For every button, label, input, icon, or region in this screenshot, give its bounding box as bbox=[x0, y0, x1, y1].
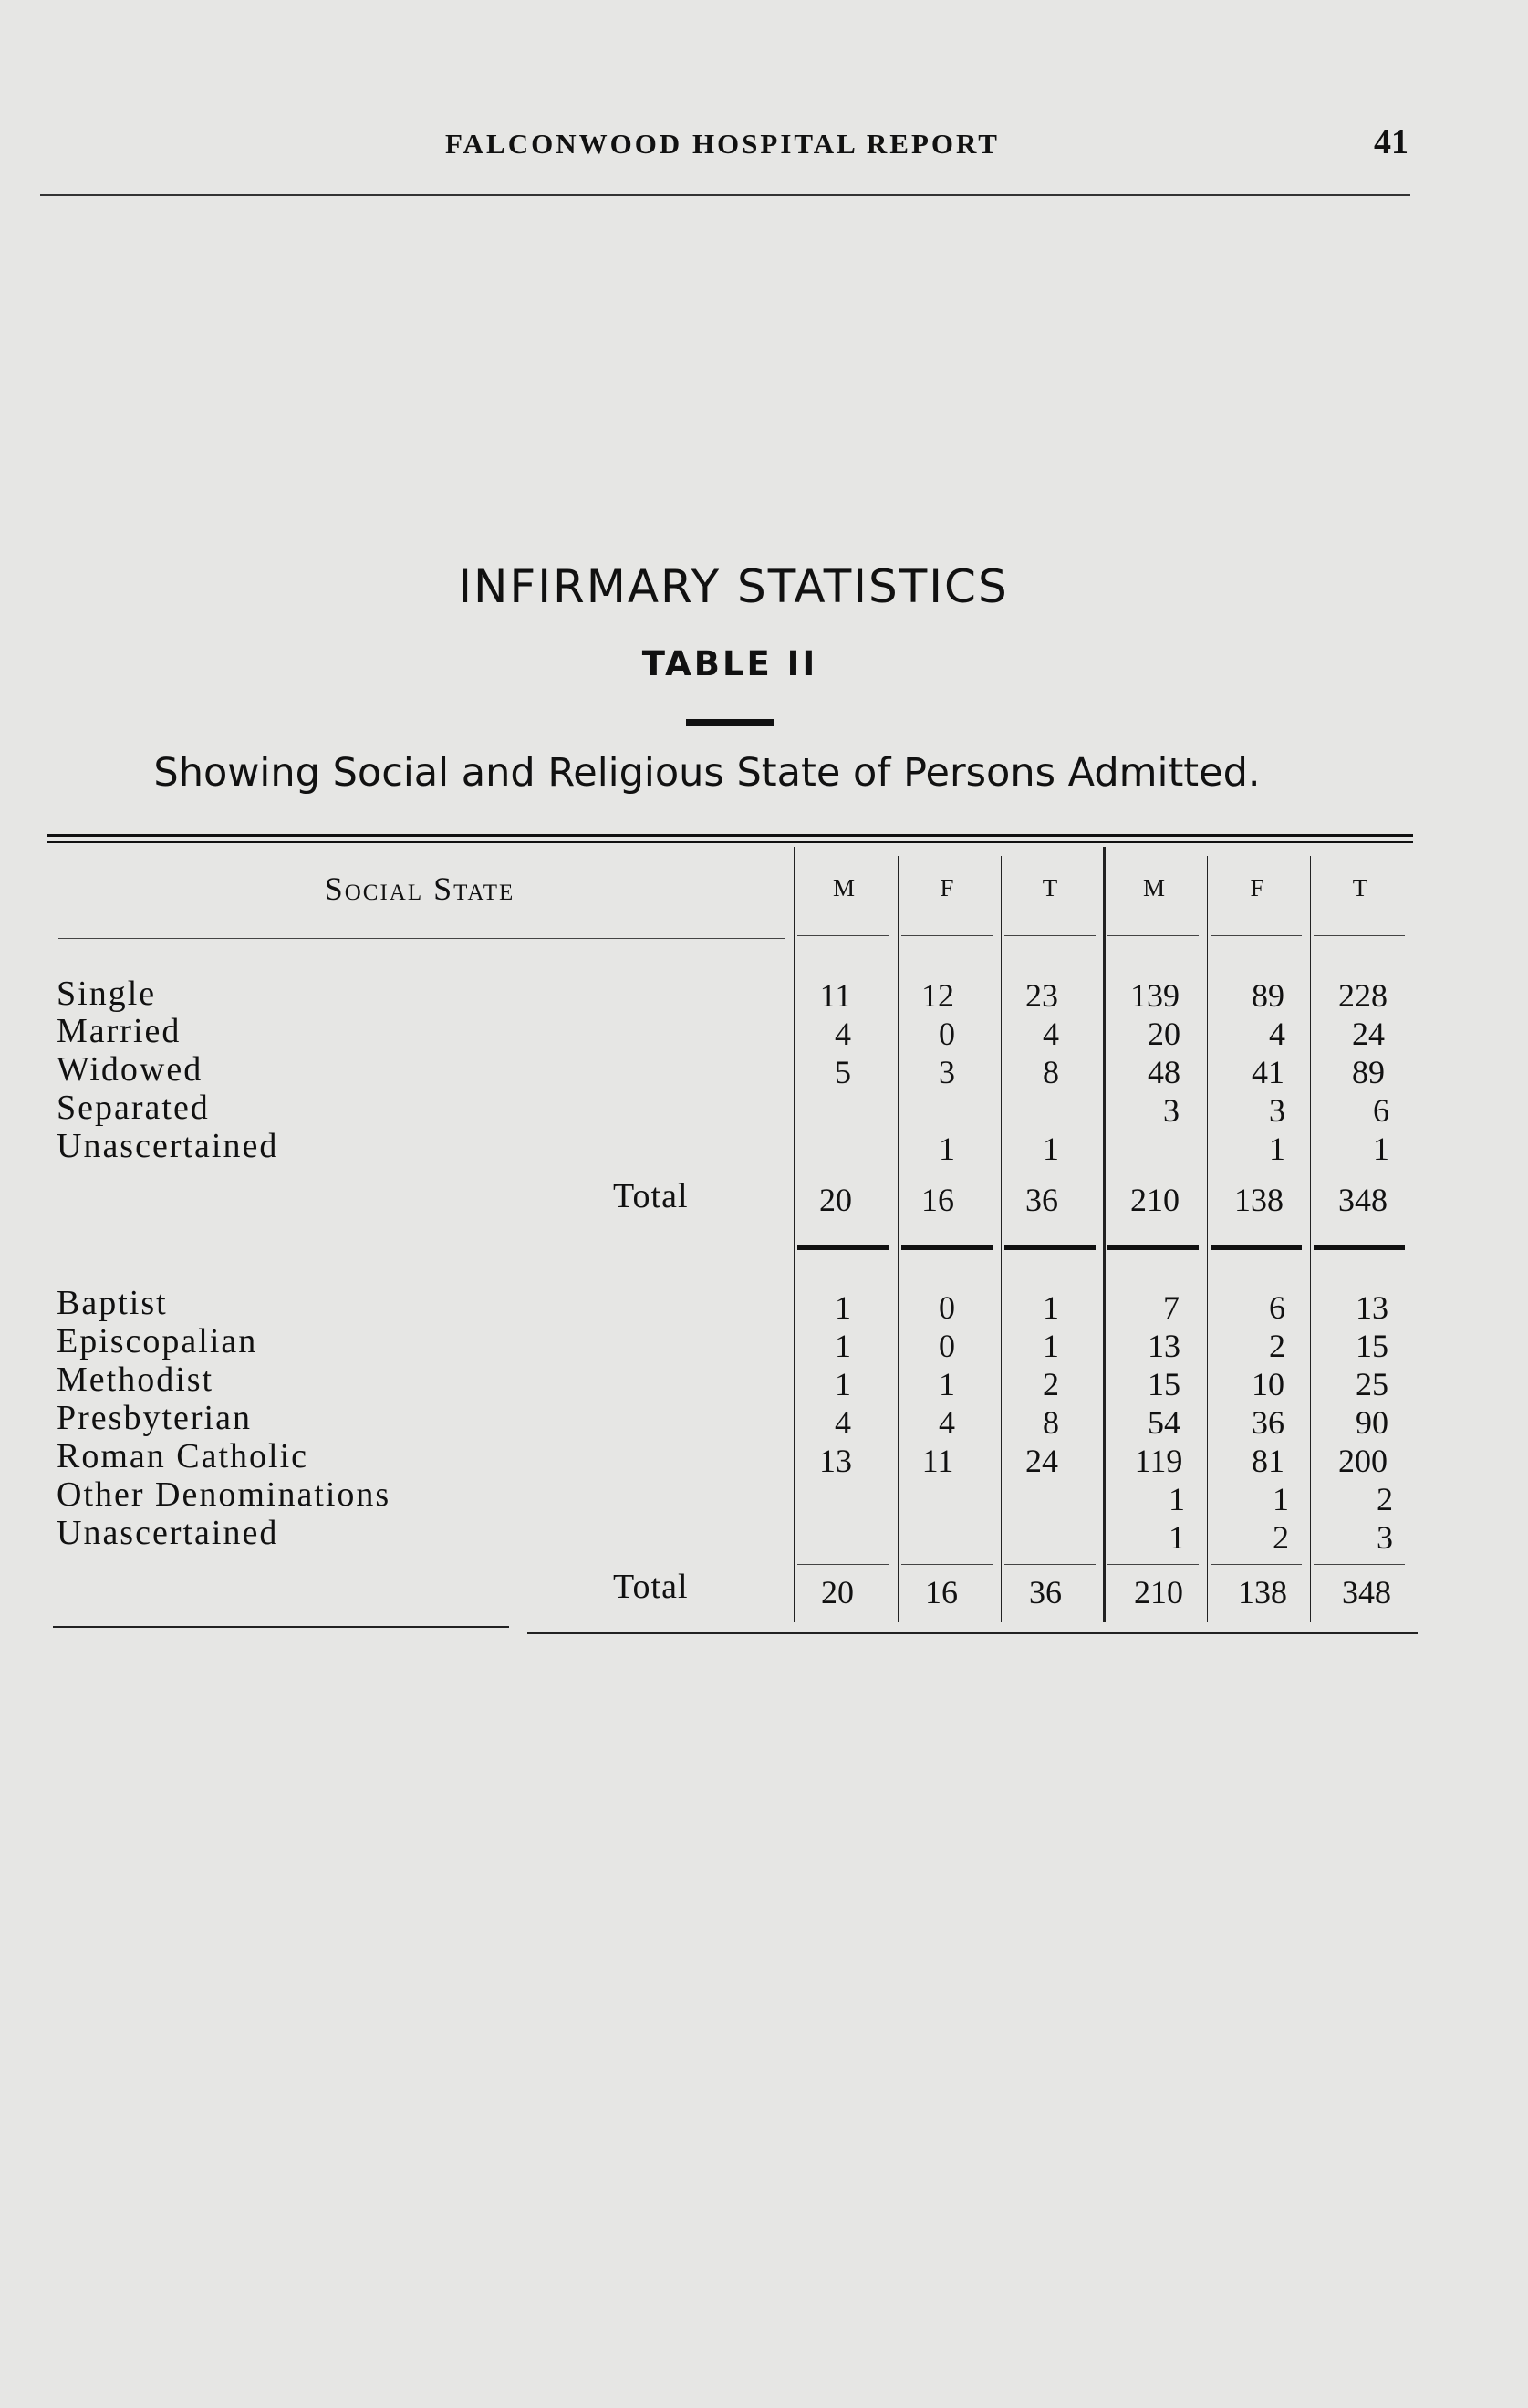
total-cell: 20 bbox=[819, 1182, 852, 1218]
section-divider-thick bbox=[1107, 1245, 1199, 1250]
table-cell: 1 bbox=[1273, 1481, 1289, 1517]
table-bottom-rule bbox=[527, 1632, 1418, 1634]
section-divider-thick bbox=[1314, 1245, 1405, 1250]
total-cell: 210 bbox=[1130, 1182, 1180, 1218]
page-number: 41 bbox=[1374, 123, 1408, 162]
total-cell: 348 bbox=[1342, 1574, 1391, 1611]
table-cell: 10 bbox=[1252, 1366, 1284, 1402]
header-rule bbox=[40, 194, 1410, 196]
table-cell: 1 bbox=[1269, 1131, 1285, 1167]
table-cell: 4 bbox=[939, 1404, 955, 1441]
table-cell: 2 bbox=[1377, 1481, 1393, 1517]
total-label: Total bbox=[613, 1568, 689, 1606]
header-bottom-rule bbox=[1004, 935, 1096, 936]
table-cell: 4 bbox=[1269, 1016, 1285, 1052]
sum-rule bbox=[1004, 1564, 1096, 1565]
row-label: Presbyterian bbox=[57, 1399, 252, 1437]
sum-rule bbox=[1211, 1564, 1302, 1565]
table-cell: 90 bbox=[1356, 1404, 1388, 1441]
col-header-t2: T bbox=[1352, 874, 1368, 902]
table-cell: 6 bbox=[1269, 1289, 1285, 1326]
table-cell: 1 bbox=[1373, 1131, 1389, 1167]
table-cell: 13 bbox=[1356, 1289, 1388, 1326]
decorative-rule bbox=[686, 719, 774, 726]
row-label: Widowed bbox=[57, 1050, 203, 1089]
table-cell: 1 bbox=[1169, 1481, 1185, 1517]
total-cell: 16 bbox=[921, 1182, 954, 1218]
header-bottom-rule bbox=[1314, 935, 1405, 936]
col-header-t1: T bbox=[1042, 874, 1058, 902]
table-cell: 1 bbox=[835, 1366, 851, 1402]
total-label: Total bbox=[613, 1177, 689, 1215]
table-cell: 4 bbox=[1043, 1016, 1059, 1052]
table-cell: 3 bbox=[939, 1054, 955, 1090]
table-cell: 3 bbox=[1377, 1519, 1393, 1556]
table-cell: 2 bbox=[1269, 1328, 1285, 1364]
total-cell: 20 bbox=[821, 1574, 854, 1611]
table-cell: 2 bbox=[1043, 1366, 1059, 1402]
table-cell: 119 bbox=[1134, 1443, 1183, 1479]
table-cell: 24 bbox=[1025, 1443, 1058, 1479]
table-cell: 5 bbox=[835, 1054, 851, 1090]
section-divider-thick bbox=[1211, 1245, 1302, 1250]
table-cell: 1 bbox=[939, 1131, 955, 1167]
table-cell: 15 bbox=[1148, 1366, 1180, 1402]
row-label: Unascertained bbox=[57, 1127, 279, 1165]
table-top-rule bbox=[47, 834, 1413, 837]
table-cell: 54 bbox=[1148, 1404, 1180, 1441]
col-header-m1: M bbox=[832, 874, 855, 902]
table-cell: 89 bbox=[1352, 1054, 1385, 1090]
header-bottom-rule bbox=[1211, 935, 1302, 936]
table-bottom-rule bbox=[53, 1626, 509, 1628]
table-cell: 139 bbox=[1130, 977, 1180, 1014]
table-cell: 0 bbox=[939, 1016, 955, 1052]
header-bottom-rule bbox=[58, 938, 785, 939]
header-bottom-rule bbox=[797, 935, 889, 936]
table-cell: 3 bbox=[1163, 1092, 1180, 1129]
table-cell: 8 bbox=[1043, 1404, 1059, 1441]
row-label: Single bbox=[57, 975, 157, 1013]
sum-rule bbox=[1314, 1564, 1405, 1565]
table-cell: 41 bbox=[1252, 1054, 1284, 1090]
table-cell: 1 bbox=[835, 1328, 851, 1364]
section-divider-thick bbox=[901, 1245, 993, 1250]
table-label: TABLE II bbox=[641, 644, 818, 683]
table-caption: Showing Social and Religious State of Persons Admitted. bbox=[153, 750, 1261, 796]
table-cell: 3 bbox=[1269, 1092, 1285, 1129]
row-label: Baptist bbox=[57, 1284, 168, 1322]
row-label: Married bbox=[57, 1012, 182, 1050]
table-cell: 11 bbox=[921, 1443, 954, 1479]
sum-rule bbox=[1107, 1564, 1199, 1565]
table-cell: 13 bbox=[1148, 1328, 1180, 1364]
table-cell: 4 bbox=[835, 1404, 851, 1441]
table-cell: 89 bbox=[1252, 977, 1284, 1014]
table-cell: 8 bbox=[1043, 1054, 1059, 1090]
col-header-f1: F bbox=[940, 874, 954, 902]
total-cell: 36 bbox=[1029, 1574, 1062, 1611]
total-cell: 138 bbox=[1234, 1182, 1284, 1218]
running-title: FALCONWOOD HOSPITAL REPORT bbox=[445, 128, 1000, 160]
total-cell: 36 bbox=[1025, 1182, 1058, 1218]
running-header bbox=[36, 123, 1408, 168]
table-cell: 0 bbox=[939, 1328, 955, 1364]
section-divider-thick bbox=[797, 1245, 889, 1250]
total-cell: 348 bbox=[1338, 1182, 1388, 1218]
table-cell: 36 bbox=[1252, 1404, 1284, 1441]
col-rule bbox=[1001, 856, 1002, 1622]
col-rule bbox=[1103, 847, 1106, 1622]
table-cell: 1 bbox=[835, 1289, 851, 1326]
header-bottom-rule bbox=[1107, 935, 1199, 936]
row-label: Separated bbox=[57, 1089, 210, 1127]
row-label: Unascertained bbox=[57, 1514, 279, 1552]
row-label: Other Denominations bbox=[57, 1475, 391, 1514]
table-cell: 228 bbox=[1338, 977, 1388, 1014]
table-cell: 2 bbox=[1273, 1519, 1289, 1556]
sum-rule bbox=[797, 1564, 889, 1565]
col-header-f2: F bbox=[1250, 874, 1264, 902]
table-cell: 1 bbox=[1043, 1328, 1059, 1364]
total-cell: 16 bbox=[925, 1574, 958, 1611]
table-cell: 13 bbox=[819, 1443, 852, 1479]
table-cell: 11 bbox=[819, 977, 852, 1014]
table-cell: 1 bbox=[1169, 1519, 1185, 1556]
table-cell: 23 bbox=[1025, 977, 1058, 1014]
row-label: Episcopalian bbox=[57, 1322, 258, 1360]
table-cell: 48 bbox=[1148, 1054, 1180, 1090]
col-rule bbox=[794, 847, 795, 1622]
stub-header: Social State bbox=[324, 870, 515, 907]
total-cell: 138 bbox=[1238, 1574, 1287, 1611]
table-cell: 4 bbox=[835, 1016, 851, 1052]
table-top-rule-inner bbox=[47, 841, 1413, 843]
table-cell: 20 bbox=[1148, 1016, 1180, 1052]
col-header-m2: M bbox=[1142, 874, 1165, 902]
table-cell: 12 bbox=[921, 977, 954, 1014]
table-cell: 1 bbox=[1043, 1131, 1059, 1167]
header-bottom-rule bbox=[901, 935, 993, 936]
row-label: Roman Catholic bbox=[57, 1437, 309, 1475]
page-title: INFIRMARY STATISTICS bbox=[458, 560, 1009, 613]
table-cell: 15 bbox=[1356, 1328, 1388, 1364]
table-cell: 81 bbox=[1252, 1443, 1284, 1479]
table-cell: 1 bbox=[939, 1366, 955, 1402]
table-cell: 24 bbox=[1352, 1016, 1385, 1052]
table-cell: 200 bbox=[1338, 1443, 1388, 1479]
sum-rule bbox=[901, 1564, 993, 1565]
table-cell: 25 bbox=[1356, 1366, 1388, 1402]
table-cell: 6 bbox=[1373, 1092, 1389, 1129]
table-cell: 1 bbox=[1043, 1289, 1059, 1326]
table-cell: 0 bbox=[939, 1289, 955, 1326]
section-divider-thick bbox=[1004, 1245, 1096, 1250]
total-cell: 210 bbox=[1134, 1574, 1183, 1611]
row-label: Methodist bbox=[57, 1360, 214, 1399]
table-cell: 7 bbox=[1163, 1289, 1180, 1326]
col-rule bbox=[898, 856, 899, 1622]
